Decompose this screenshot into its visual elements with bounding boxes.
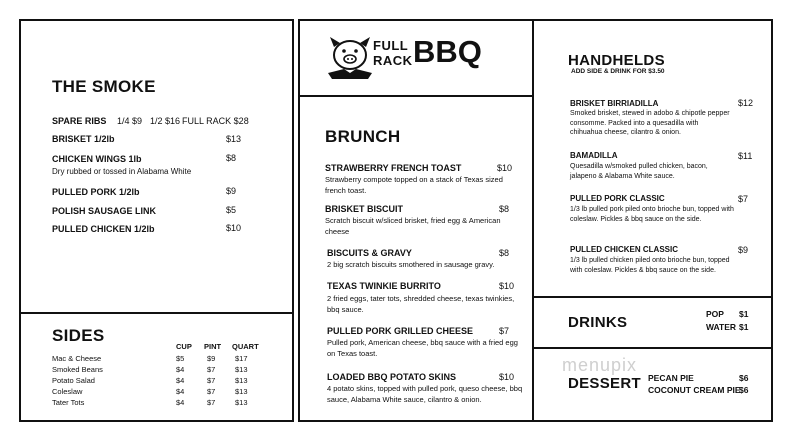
side-cup: $4 <box>176 376 185 385</box>
dessert-price: $6 <box>739 373 749 383</box>
handheld-item-price: $11 <box>738 151 753 161</box>
pig-icon <box>324 33 376 85</box>
drinks-title: DRINKS <box>568 314 628 331</box>
handheld-item-name: PULLED PORK CLASSIC <box>570 194 665 203</box>
sides-title: SIDES <box>52 326 105 345</box>
brunch-item-price: $8 <box>499 248 510 258</box>
side-name: Potato Salad <box>52 376 95 385</box>
handheld-item-price: $9 <box>738 245 749 255</box>
handheld-item-price: $7 <box>738 194 749 204</box>
drink-name: POP <box>706 309 724 319</box>
brunch-item-name: TEXAS TWINKIE BURRITO <box>327 281 441 291</box>
handhelds-subtitle: ADD SIDE & DRINK FOR $3.50 <box>571 68 665 75</box>
side-name: Tater Tots <box>52 398 85 407</box>
brisket-name: BRISKET 1/2lb <box>52 134 115 144</box>
handheld-item-desc: Smoked brisket, stewed in adobo & chipotle pepper consomme. Packed into a quesadilla with chihuahua cheese, cilantro & onion. <box>570 110 730 136</box>
chicken-wings-desc: Dry rubbed or tossed in Alabama White <box>52 167 192 176</box>
side-quart: $17 <box>235 354 248 363</box>
side-pint: $7 <box>207 376 216 385</box>
side-quart: $13 <box>235 376 248 385</box>
side-pint: $9 <box>207 354 216 363</box>
brunch-item-desc: Scratch biscuit w/sliced brisket, fried egg & American cheese <box>325 216 501 236</box>
spare-ribs-quarter: 1/4 $9 <box>117 116 143 126</box>
logo-panel <box>298 19 534 97</box>
polish-sausage-name: POLISH SAUSAGE LINK <box>52 206 157 216</box>
side-name: Smoked Beans <box>52 365 103 374</box>
handheld-item-name: PULLED CHICKEN CLASSIC <box>570 245 679 254</box>
dessert-name: COCONUT CREAM PIE <box>648 385 741 395</box>
sides-header-cup: CUP <box>176 342 192 351</box>
drink-price: $1 <box>739 322 749 332</box>
handheld-item-name: BAMADILLA <box>570 151 618 160</box>
side-pint: $7 <box>207 398 216 407</box>
spare-ribs-half: 1/2 $16 <box>150 116 181 126</box>
side-pint: $7 <box>207 387 216 396</box>
sides-header-quart: QUART <box>232 342 259 351</box>
brunch-item-desc: 2 big scratch biscuits smothered in sausage gravy. <box>327 260 495 269</box>
side-cup: $5 <box>176 354 185 363</box>
menupix-watermark: menupix <box>562 355 638 375</box>
pulled-pork-price: $9 <box>226 186 237 196</box>
spare-ribs-full: FULL RACK $28 <box>182 116 249 126</box>
brunch-item-price: $7 <box>499 326 510 336</box>
handheld-item-desc: Quesadilla w/smoked pulled chicken, bacon, jalapeno & Alabama White sauce. <box>570 163 708 180</box>
dessert-name: PECAN PIE <box>648 373 694 383</box>
spare-ribs-row <box>52 116 282 126</box>
pulled-chicken-name: PULLED CHICKEN 1/2lb <box>52 224 155 234</box>
logo-rack: RACK <box>373 53 413 68</box>
brunch-item-name: BRISKET BISCUIT <box>325 204 404 214</box>
side-name: Mac & Cheese <box>52 354 102 363</box>
brunch-panel <box>298 95 534 422</box>
handhelds-title: HANDHELDS <box>568 52 665 69</box>
dessert-price: $6 <box>739 385 749 395</box>
drink-price: $1 <box>739 309 749 319</box>
brunch-item-name: BISCUITS & GRAVY <box>327 248 412 258</box>
brunch-item-name: PULLED PORK GRILLED CHEESE <box>327 326 474 336</box>
smoke-title: THE SMOKE <box>52 77 156 96</box>
brunch-item-price: $10 <box>497 163 513 173</box>
brunch-item-desc: 2 fried eggs, tater tots, shredded cheese, texas twinkies, bbq sauce. <box>327 294 515 314</box>
handheld-item-desc: 1/3 lb pulled chicken piled onto brioche bun, topped with coleslaw. Pickles & bbq sauce on the side. <box>570 257 730 274</box>
dessert-title: DESSERT <box>568 375 641 392</box>
handheld-item-price: $12 <box>738 98 754 108</box>
brunch-item-price: $8 <box>499 204 510 214</box>
sides-panel <box>19 312 294 422</box>
handhelds-panel <box>532 19 773 298</box>
side-cup: $4 <box>176 365 185 374</box>
side-cup: $4 <box>176 398 185 407</box>
brunch-item-desc: 4 potato skins, topped with pulled pork, queso cheese, bbq sauce, Alabama White sauce, cilantro & onion. <box>327 384 523 404</box>
brunch-item-desc: Strawberry compote topped on a stack of Texas sized french toast. <box>325 175 503 195</box>
side-quart: $13 <box>235 387 248 396</box>
brunch-item-name: STRAWBERRY FRENCH TOAST <box>325 163 462 173</box>
side-quart: $13 <box>235 365 248 374</box>
brunch-item-price: $10 <box>499 281 515 291</box>
brisket-price: $13 <box>226 134 242 144</box>
side-quart: $13 <box>235 398 248 407</box>
brunch-item-price: $10 <box>499 372 515 382</box>
logo-full: FULL <box>373 38 409 53</box>
side-cup: $4 <box>176 387 185 396</box>
dessert-panel <box>532 347 773 422</box>
drinks-panel <box>532 296 773 349</box>
chicken-wings-name: CHICKEN WINGS 1lb <box>52 154 142 164</box>
sides-header-pint: PINT <box>204 342 222 351</box>
pulled-chicken-price: $10 <box>226 223 242 233</box>
spare-ribs-name: SPARE RIBS <box>52 116 107 126</box>
the-smoke-panel <box>19 19 294 314</box>
side-pint: $7 <box>207 365 216 374</box>
handheld-item-desc: 1/3 lb pulled pork piled onto brioche bun, topped with coleslaw. Pickles & bbq sauce on the side. <box>570 206 734 223</box>
brunch-item-desc: Pulled pork, American cheese, bbq sauce with a fried egg on Texas toast. <box>327 338 518 358</box>
handheld-item-name: BRISKET BIRRIADILLA <box>570 99 659 108</box>
brunch-item-name: LOADED BBQ POTATO SKINS <box>327 372 457 382</box>
drink-name: WATER <box>706 322 737 332</box>
side-name: Coleslaw <box>52 387 83 396</box>
chicken-wings-price: $8 <box>226 153 237 163</box>
polish-sausage-price: $5 <box>226 205 237 215</box>
brunch-title: BRUNCH <box>325 127 401 146</box>
logo-bbq: BBQ <box>413 34 482 69</box>
pulled-pork-name: PULLED PORK 1/2lb <box>52 187 140 197</box>
